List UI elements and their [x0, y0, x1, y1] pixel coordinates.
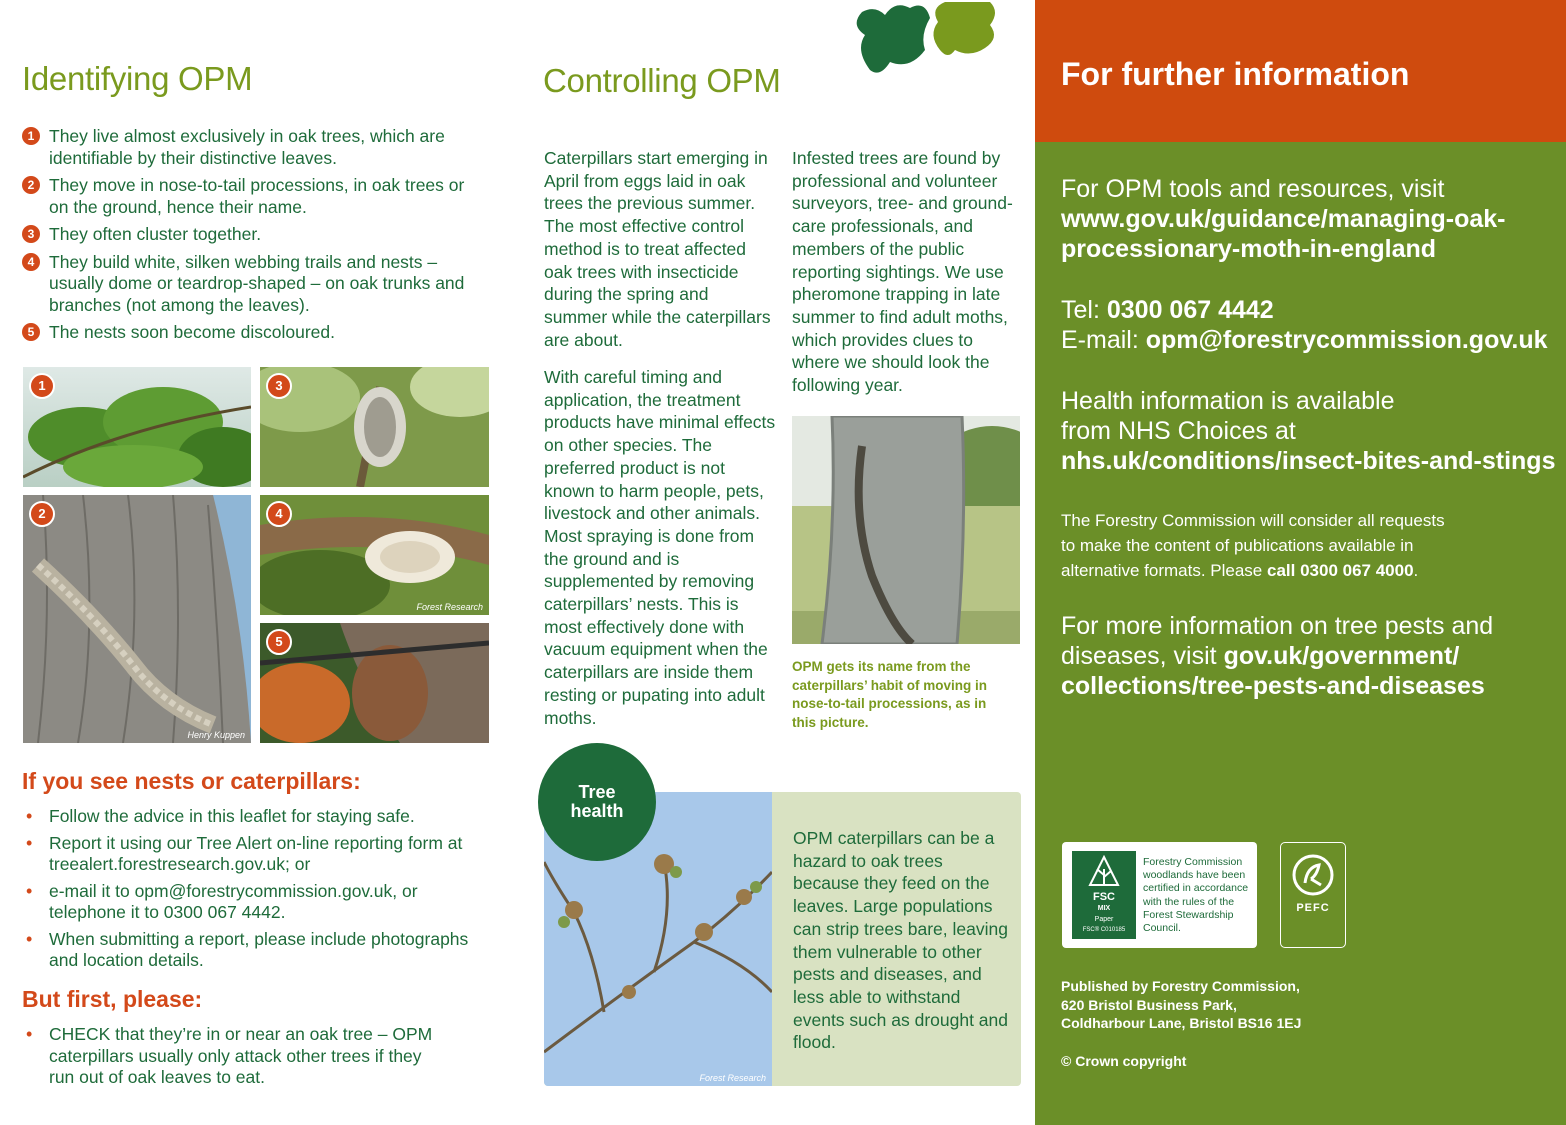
- list-item: 5 The nests soon become discoloured.: [22, 322, 472, 344]
- photo-number-badge: 2: [29, 501, 55, 527]
- fsc-text: Forestry Commission woodlands have been certified in accordance with the rules of the Forest Stewardship Council.: [1143, 856, 1249, 935]
- tools-link[interactable]: www.gov.uk/guidance/managing-oak- processionary-moth-in-england: [1061, 205, 1506, 263]
- photo-credit: Forest Research: [699, 1073, 766, 1083]
- fsc-logo: FSC MIX Paper FSC® C010185: [1072, 851, 1136, 939]
- contact-block: [1061, 295, 1548, 355]
- alt-call-number[interactable]: call 0300 067 4000: [1267, 561, 1414, 580]
- caterpillar-cluster-image: [260, 367, 489, 487]
- photo-number-badge: 5: [266, 629, 292, 655]
- photo-tree-procession: [792, 416, 1020, 644]
- photo-number-badge: 3: [266, 373, 292, 399]
- pefc-label: PEFC: [1296, 902, 1330, 914]
- copyright: © Crown copyright: [1061, 1053, 1187, 1069]
- list-item: • CHECK that they’re in or near an oak tree – OPM caterpillars usually only attack other trees if they run out of oak leaves to eat.: [22, 1024, 442, 1089]
- surveillance-paragraph: Infested trees are found by professional and volunteer surveyors, tree- and ground-care professionals, and members of the public reporting sightings. We use pheromone trapping in late summer to find adult moths, which provides clues to where we should look the following year.: [792, 148, 1013, 396]
- photo-nest: [260, 495, 489, 615]
- fsc-certification: [1062, 842, 1257, 948]
- oak-leaf-logo-icon: [850, 0, 1000, 80]
- alt-formats-block: The Forestry Commission will consider all requests to make the content of publications available in alternative formats. Please call 0300 067 4000.: [1061, 511, 1445, 580]
- health-block: Health information is available from NHS Choices at nhs.uk/conditions/insect-bites-and-stings: [1061, 387, 1556, 475]
- procession-on-trunk-image: [792, 416, 1020, 644]
- tel-line: Tel: 0300 067 4442: [1061, 296, 1274, 324]
- controlling-title: Controlling OPM: [543, 62, 781, 99]
- photo-credit: Henry Kuppen: [187, 730, 245, 740]
- fsc-tree-icon: [1084, 855, 1124, 889]
- list-item: • Report it using our Tree Alert on-line reporting form at treealert.forestresearch.gov.uk; or: [22, 833, 492, 876]
- tools-block: [1061, 174, 1506, 264]
- controlling-paragraph-1: Caterpillars start emerging in April from eggs laid in oak trees the previous summer. The most effective control method is to treat affected oak trees with insecticide during the spring and summer while the caterpillars are about.: [544, 148, 771, 350]
- tel-number[interactable]: 0300 067 4442: [1106, 296, 1274, 324]
- identifying-title: Identifying OPM: [22, 60, 253, 97]
- if-you-see-heading: If you see nests or caterpillars:: [22, 768, 361, 794]
- email-link[interactable]: opm@forestrycommission.gov.uk: [1145, 326, 1548, 354]
- tree-health-badge: [538, 743, 656, 861]
- white-nest-image: [260, 495, 489, 615]
- tools-text: For OPM tools and resources, visit: [1061, 175, 1445, 203]
- pefc-logo-icon: [1291, 853, 1335, 897]
- if-you-see-list: [22, 806, 492, 977]
- list-item: • e-mail it to opm@forestrycommission.gov.uk, or telephone it to 0300 067 4442.: [22, 881, 492, 924]
- list-item: 4 They build white, silken webbing trails and nests – usually dome or teardrop-shaped – on oak trunks and branches (not among the leaves).: [22, 252, 472, 317]
- photo-oak-leaves: [23, 367, 251, 487]
- list-item: 2 They move in nose-to-tail processions, in oak trees or on the ground, hence their name.: [22, 175, 472, 218]
- further-info-title: For further information: [1061, 56, 1410, 92]
- photo-caption: OPM gets its name from the caterpillars’ habit of moving in nose-to-tail processions, as in this picture.: [792, 659, 988, 730]
- nhs-link[interactable]: nhs.uk/conditions/insect-bites-and-stings: [1061, 447, 1556, 475]
- tree-health-text: OPM caterpillars can be a hazard to oak trees because they feed on the leaves. Large populations can strip trees bare, leaving them vulnerable to other pests and diseases, and less able to withstand events such as drought and flood.: [793, 828, 1009, 1053]
- pefc-certification: [1280, 842, 1346, 948]
- tree-pests-link-2[interactable]: collections/tree-pests-and-diseases: [1061, 672, 1485, 700]
- list-item: 3 They often cluster together.: [22, 224, 472, 246]
- photo-cluster: [260, 367, 489, 487]
- publisher-block: Published by Forestry Commission, 620 Bristol Business Park, Coldharbour Lane, Bristol BS16 1EJ: [1061, 978, 1302, 1031]
- identifying-list: [22, 126, 472, 350]
- photo-discoloured-nest: [260, 623, 489, 743]
- list-item: 1 They live almost exclusively in oak trees, which are identifiable by their distinctive leaves.: [22, 126, 472, 169]
- list-item: • Follow the advice in this leaflet for staying safe.: [22, 806, 492, 828]
- but-first-list: [22, 1024, 442, 1094]
- controlling-paragraph-2: With careful timing and application, the treatment products have minimal effects on other species. The preferred product is not known to harm people, pets, livestock and other animals. Most spraying is done from the ground and is supplemented by removing caterpillars’ nests. This is most effectively done with vacuum equipment when the caterpillars are inside them resting or pupating into adult moths.: [544, 367, 776, 728]
- but-first-heading: But first, please:: [22, 986, 203, 1012]
- photo-number-badge: 1: [29, 373, 55, 399]
- photo-credit: Forest Research: [416, 602, 483, 612]
- photo-number-badge: 4: [266, 501, 292, 527]
- more-info-block: For more information on tree pests and diseases, visit gov.uk/government/ collections/tree-pests-and-diseases: [1061, 612, 1494, 700]
- photo-procession: [23, 495, 251, 743]
- oak-leaves-image: [23, 367, 251, 487]
- tree-pests-link[interactable]: gov.uk/government/: [1223, 642, 1460, 670]
- discoloured-nest-image: [260, 623, 489, 743]
- list-item: • When submitting a report, please include photographs and location details.: [22, 929, 492, 972]
- tree-trunk-image: [23, 495, 251, 743]
- email-line: E-mail: opm@forestrycommission.gov.uk: [1061, 326, 1548, 354]
- tree-health-badge-label: Tree health: [570, 782, 624, 821]
